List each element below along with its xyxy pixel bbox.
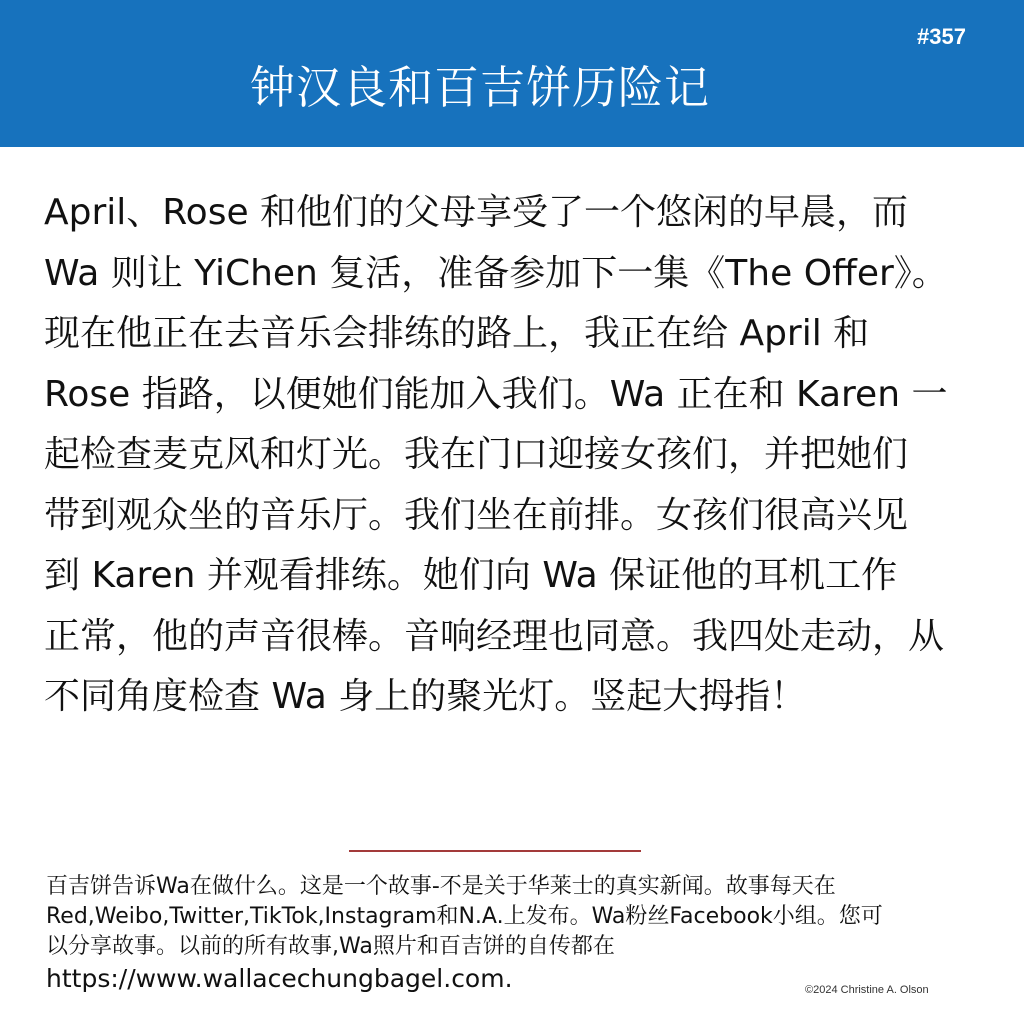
footer-divider bbox=[349, 850, 641, 852]
header-banner bbox=[0, 0, 1024, 147]
story-line: 正常，他的声音很棒。音响经理也同意。我四处走动，从 bbox=[44, 615, 945, 657]
story-line: Rose 指路，以便她们能加入我们。Wa 正在和 Karen 一 bbox=[44, 373, 948, 415]
story-line: Wa 则让 YiChen 复活，准备参加下一集《The Offer》。 bbox=[44, 252, 948, 294]
page-title: 钟汉良和百吉饼历险记 bbox=[249, 61, 710, 114]
footer-line: 百吉饼告诉Wa在做什么。这是一个故事-不是关于华莱士的真实新闻。故事每天在 bbox=[46, 874, 836, 899]
story-line: 带到观众坐的音乐厅。我们坐在前排。女孩们很高兴见 bbox=[44, 494, 909, 536]
website-link[interactable]: https://www.wallacechungbagel.com. bbox=[46, 964, 513, 993]
story-line: April、Rose 和他们的父母享受了一个悠闲的早晨，而 bbox=[44, 192, 909, 233]
story-line: 现在他正在去音乐会排练的路上，我正在给 April 和 bbox=[44, 313, 870, 354]
footer-note bbox=[46, 872, 986, 996]
story-line: 起检查麦克风和灯光。我在门口迎接女孩们，并把她们 bbox=[44, 434, 909, 475]
story-text bbox=[44, 183, 984, 728]
story-line: 不同角度检查 Wa 身上的聚光灯。竖起大拇指！ bbox=[44, 676, 807, 717]
footer-line: 以分享故事。以前的所有故事,Wa照片和百吉饼的自传都在 bbox=[46, 934, 615, 959]
story-line: 到 Karen 并观看排练。她们向 Wa 保证他的耳机工作 bbox=[44, 555, 898, 596]
copyright-notice: ©2024 Christine A. Olson bbox=[805, 984, 929, 996]
episode-number: #357 bbox=[917, 24, 966, 49]
footer-line: Red,Weibo,Twitter,TikTok,Instagram和N.A.上发布。Wa粉丝Facebook小组。您可 bbox=[46, 904, 883, 929]
